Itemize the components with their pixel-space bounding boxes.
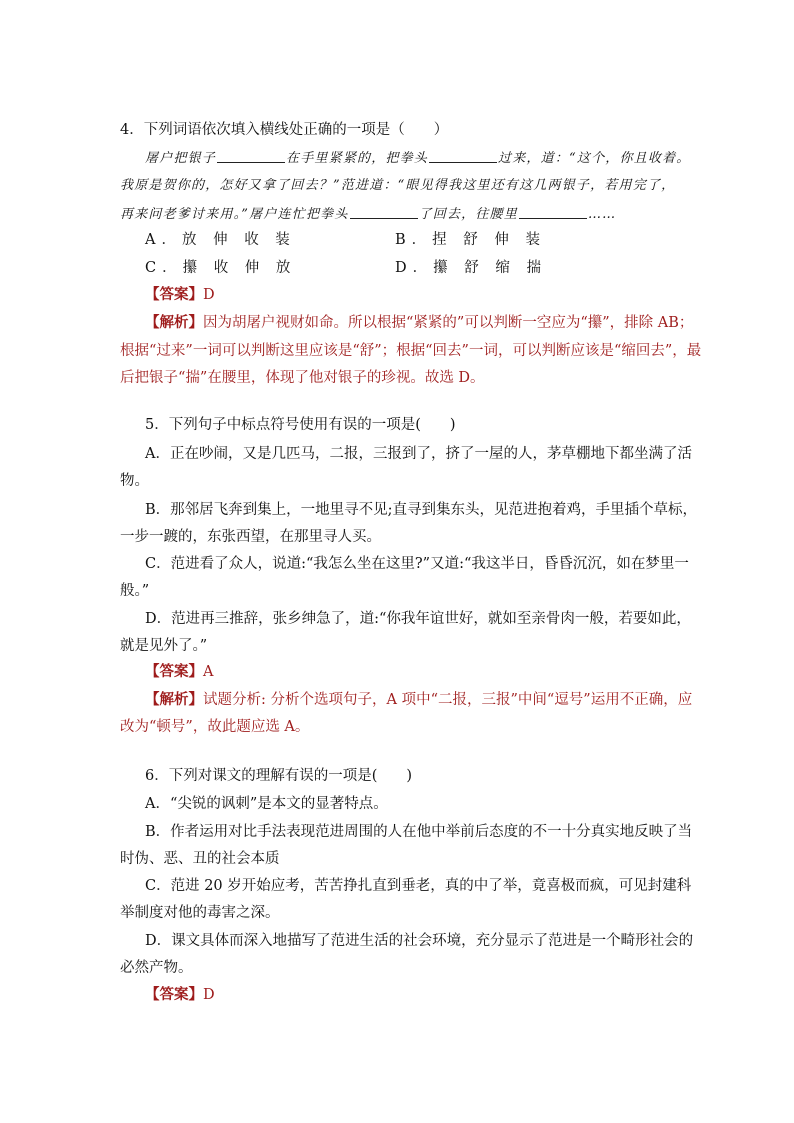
question-5-option-d-line-2: 就是见外了。” [120, 638, 208, 654]
question-4-option-a: A．放 伸 收 装 [145, 232, 296, 248]
question-4-analysis-line-1: 【解析】因为胡屠户视财如命。所以根据“紧紧的”可以判断一空应为“攥”，排除 AB； [145, 314, 694, 331]
question-6-option-b-line-1: B．作者运用对比手法表现范进周围的人在他中举前后态度的不一十分真实地反映了当 [145, 824, 693, 840]
question-5-option-b-line-2: 一步一踱的，东张西望，在那里寻人买。 [120, 529, 381, 545]
question-4-passage-line-3: 再来问老爹讨来用。”屠户连忙把拳头 了回去，往腰里 …… [120, 204, 616, 225]
blank-2 [429, 148, 497, 163]
question-6-answer: 【答案】D [145, 986, 215, 1003]
question-4-analysis-line-3: 后把银子“揣”在腰里，体现了他对银子的珍视。故选 D。 [120, 370, 485, 386]
question-6-option-d-line-2: 必然产物。 [120, 960, 193, 976]
question-5-option-b-line-1: B．那邻居飞奔到集上，一地里寻不见;直寻到集东头，见范进抱着鸡，手里插个草标， [145, 502, 698, 518]
question-4-title: 4．下列词语依次填入横线处正确的一项是（ ） [120, 122, 449, 138]
question-6-option-c-line-2: 举制度对他的毒害之深。 [120, 905, 280, 921]
question-5-option-d-line-1: D．范进再三推辞，张乡绅急了，道:“你我年谊世好，就如至亲骨肉一般，若要如此， [145, 611, 691, 627]
question-4-option-d: D．攥 舒 缩 揣 [395, 260, 547, 276]
question-5-option-c-line-1: C．范进看了众人，说道:“我怎么坐在这里?”又道:“我这半日，昏昏沉沉，如在梦里一 [145, 556, 689, 572]
question-4-answer: 【答案】D [145, 286, 215, 303]
question-4-passage-line-1: 屠户把银子 在手里紧紧的，把拳头 过来，道：“这个，你且收着。 [145, 148, 690, 169]
question-4-option-c: C．攥 收 伸 放 [145, 260, 297, 276]
question-6-option-a: A．“尖锐的讽刺”是本文的显著特点。 [145, 796, 388, 812]
question-4-option-b: B．捏 舒 伸 装 [395, 232, 546, 248]
question-6-option-c-line-1: C．范进 20 岁开始应考，苦苦挣扎直到垂老，真的中了举，竟喜极而疯，可见封建科 [145, 878, 692, 894]
question-4-analysis-line-2: 根据“过来”一词可以判断这里应该是“舒”；根据“回去”一词，可以判断应该是“缩回去”，最 [120, 343, 702, 359]
question-6-title: 6．下列对课文的理解有误的一项是( ) [145, 768, 413, 784]
blank-3 [350, 204, 418, 219]
question-5-option-a-line-2: 物。 [120, 473, 149, 489]
question-5-answer: 【答案】A [145, 663, 214, 680]
question-5-option-a-line-1: A．正在吵闹，又是几匹马，二报，三报到了，挤了一屋的人，茅草棚地下都坐满了活 [145, 446, 692, 462]
question-5-option-c-line-2: 般。” [120, 583, 150, 599]
question-5-title: 5．下列句子中标点符号使用有误的一项是( ) [145, 417, 456, 433]
question-6-option-b-line-2: 时伪、恶、丑的社会本质 [120, 851, 280, 867]
question-6-option-d-line-1: D．课文具体而深入地描写了范进生活的社会环境，充分显示了范进是一个畸形社会的 [145, 933, 694, 949]
question-5-analysis-line-2: 改为“顿号”，故此题应选 A。 [120, 719, 310, 735]
question-4-passage-line-2: 我原是贺你的，怎好又拿了回去？”范进道：“眼见得我这里还有这几两银子，若用完了， [120, 178, 676, 193]
blank-1 [217, 148, 285, 163]
question-5-analysis-line-1: 【解析】试题分析: 分析个选项句子，A 项中“二报，三报”中间“逗号”运用不正确，应 [145, 691, 693, 708]
blank-4 [519, 204, 587, 219]
